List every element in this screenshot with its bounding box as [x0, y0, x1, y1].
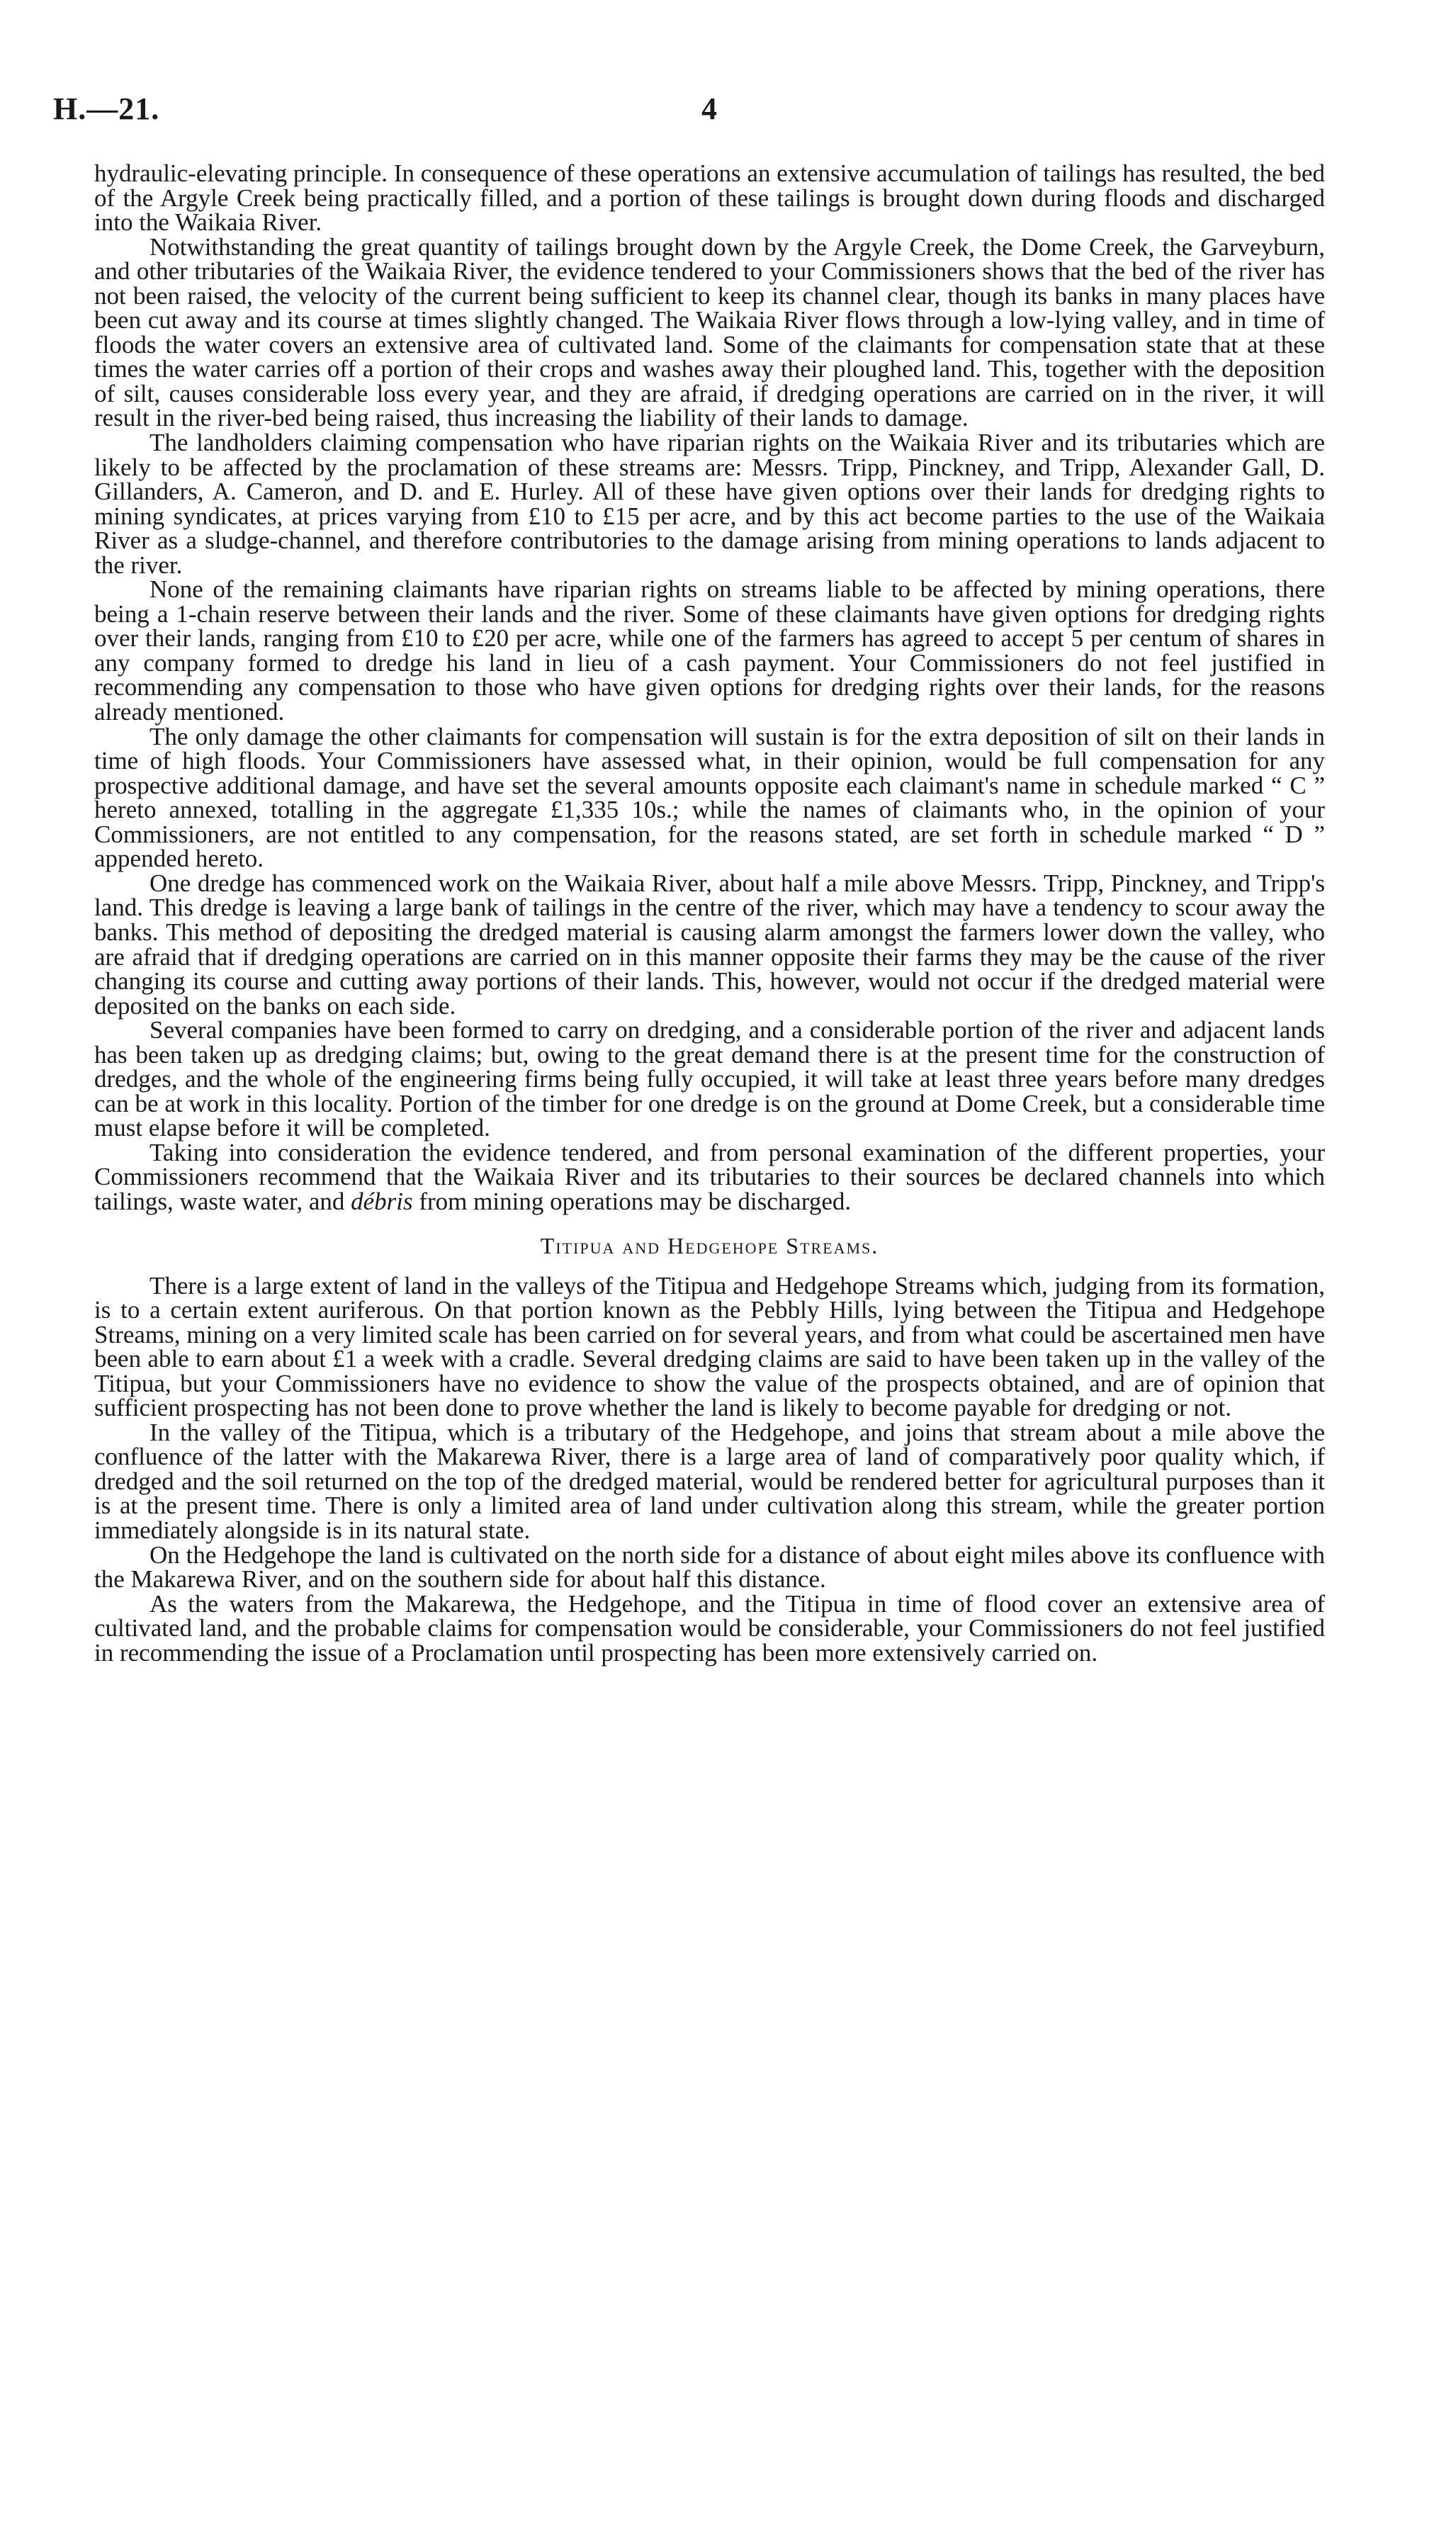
recommendation-text-start: Taking into consideration the evidence tendered, and from personal examination of the different properties, your Commissioners recommend that the Waikaia River and its tributaries to their sources be declared channels into which tailings, waste water, and — [94, 1138, 1325, 1215]
paragraph: None of the remaining claimants have riparian rights on streams liable to be affected by mining operations, there being a 1-chain reserve between their lands and the river. Some of these claimants have given options for dredging rights over their lands, ranging from £10 to £20 per acre, while one of the farmers has agreed to accept 5 per centum of shares in any company formed to dredge his land in lieu of a cash payment. Your Commissioners do not feel justified in recommending any compensation to those who have given options for dredging rights over their lands, for the reasons already mentioned. — [94, 575, 1325, 726]
paragraph-recommendation — [94, 1138, 1325, 1215]
recommendation-italic-term: débris — [351, 1187, 413, 1215]
section-heading: Titipua and Hedgehope Streams. — [540, 1232, 879, 1258]
paragraph: In the valley of the Titipua, which is a tributary of the Hedgehope, and joins that stream about a mile above the confluence of the latter with the Makarewa River, there is a large area of land of comparatively poor quality which, if dredged and the soil returned on the top of the dredged material, would be rendered better for agricultural purposes than it is at the present time. There is only a limited area of land under cultivation along this stream, while the greater portion immediately alongside is in its natural state. — [94, 1418, 1325, 1544]
paragraph: There is a large extent of land in the valleys of the Titipua and Hedgehope Streams which, judging from its formation, is to a certain extent auriferous. On that portion known as the Pebbly Hills, lying between the Titipua and Hedgehope Streams, mining on a very limited scale has been carried on for several years, and from what could be ascertained men have been able to earn about £1 a week with a cradle. Several dredging claims are said to have been taken up in the valley of the Titipua, but your Commissioners have no evidence to show the value of the prospects obtained, and are of opinion that sufficient prospecting has not been done to prove whether the land is likely to become payable for dredging or not. — [94, 1271, 1325, 1422]
paragraph: As the waters from the Makarewa, the Hedgehope, and the Titipua in time of flood cover an extensive area of cultivated land, and the probable claims for compensation would be considerable, your Commissioners do not feel justified in recommending the issue of a Proclamation until prospecting has been more extensively carried on. — [94, 1589, 1325, 1667]
recommendation-text-end: from mining operations may be discharged. — [412, 1187, 852, 1215]
paragraph: The landholders claiming compensation who have riparian rights on the Waikaia River and its tributaries which are likely to be affected by the proclamation of these streams are: Messrs. Tripp, Pinckney, and Tripp, Alexander Gall, D. Gillanders, A. Cameron, and D. and E. Hurley. All of these have given options over their lands for dredging rights to mining syndicates, at prices varying from £10 to £15 per acre, and by this act become parties to the use of the Waikaia River as a sludge-channel, and therefore contributories to the damage arising from mining operations to lands adjacent to the river. — [94, 429, 1325, 579]
document-reference: H.—21. — [53, 91, 160, 126]
paragraph: Notwithstanding the great quantity of tailings brought down by the Argyle Creek, the Dome Creek, the Garveyburn, and other tributaries of the Waikaia River, the evidence tendered to your Commissioners shows that the bed of the river has not been raised, the velocity of the current being sufficient to keep its channel clear, though its banks in many places have been cut away and its course at times slightly changed. The Waikaia River flows through a low-lying valley, and in time of floods the water covers an extensive area of cultivated land. Some of the claimants for compensation state that at these times the water carries off a portion of their crops and washes away their ploughed land. This, together with the deposition of silt, causes considerable loss every year, and they are afraid, if dredging operations are carried on in the river, it will result in the river-bed being raised, thus increasing the liability of their lands to damage. — [94, 232, 1325, 432]
paragraph: Several companies have been formed to carry on dredging, and a considerable portion of the river and adjacent lands has been taken up as dredging claims; but, owing to the great demand there is at the present time for the construction of dredges, and the whole of the engineering firms being fully occupied, it will take at least three years before many dredges can be at work in this locality. Portion of the timber for one dredge is on the ground at Dome Creek, but a considerable time must elapse before it will be completed. — [94, 1016, 1325, 1142]
body-text — [94, 159, 1325, 1667]
paragraph: The only damage the other claimants for compensation will sustain is for the extra deposition of silt on their lands in time of high floods. Your Commissioners have assessed what, in their opinion, would be full compensation for any prospective additional damage, and have set the several amounts opposite each claimant's name in schedule marked “ C ” hereto annexed, totalling in the aggregate £1,335 10s.; while the names of claimants who, in the opinion of your Commissioners, are not entitled to any compensation, for the reasons stated, are set forth in schedule marked “ D ” appended hereto. — [94, 722, 1325, 873]
paragraph: One dredge has commenced work on the Waikaia River, about half a mile above Messrs. Tripp, Pinckney, and Tripp's land. This dredge is leaving a large bank of tailings in the centre of the river, which may have a tendency to scour away the banks. This method of depositing the dredged material is causing alarm amongst the farmers lower down the valley, who are afraid that if dredging operations are carried on in this manner opposite their farms they may be the cause of the river changing its course and cutting away portions of their lands. This, however, would not occur if the dredged material were deposited on the banks on each side. — [94, 869, 1325, 1020]
page-number: 4 — [701, 91, 717, 126]
paragraph-continuation: hydraulic-elevating principle. In consequence of these operations an extensive accumulation of tailings has resulted, the bed of the Argyle Creek being practically filled, and a portion of these tailings is brought down during floods and discharged into the Waikaia River. — [94, 159, 1325, 237]
paragraph: On the Hedgehope the land is cultivated on the north side for a distance of about eight miles above its confluence with the Makarewa River, and on the southern side for about half this distance. — [94, 1540, 1325, 1594]
page-header — [53, 91, 1328, 133]
